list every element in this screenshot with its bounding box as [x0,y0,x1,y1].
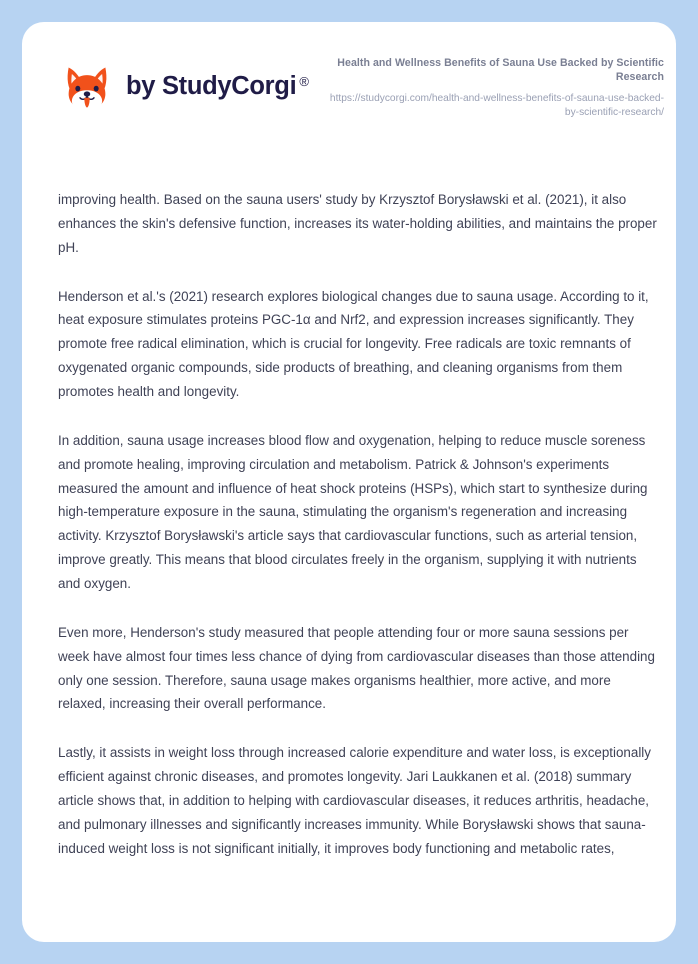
page-title: Health and Wellness Benefits of Sauna Use Backed by Scientific Research [337,56,664,84]
body-paragraph: In addition, sauna usage increases blood flow and oxygenation, helping to reduce muscle soreness and promote healing, improving circulation and metabolism. Patrick & Johnson's experiments measured the amount and influence of heat shock proteins (HSPs), which start to synthesize during high-temperature exposure in the sauna, stimulating the organism's regeneration and increasing activity. Krzysztof Borysławski's article says that cardiovascular functions, such as arterial tension, improve greatly. This means that blood circulates freely in the organism, supplying it with nutrients and oxygen. [58,432,648,592]
body-paragraph: improving health. Based on the sauna users' study by Krzysztof Borysławski et al. (2021), it also enhances the skin's defensive function, increases its water-holding abilities, and maintains the proper pH. [58,192,657,255]
body-paragraph: Even more, Henderson's study measured that people attending four or more sauna sessions per week have almost four times less chance of dying from cardiovascular diseases than those attending only one session. Therefore, sauna usage makes organisms healthier, more active, and more relaxed, increasing their overall performance. [58,624,655,712]
document-body [58,188,658,861]
body-paragraph: Lastly, it assists in weight loss through increased calorie expenditure and water loss, is exceptionally efficient against chronic diseases, and promotes longevity. Jari Laukkanen et al. (2018) summary article shows that, in addition to helping with cardiovascular diseases, it reduces arthritis, headache, and pulmonary illnesses and significantly increases immunity. While Borysławski shows that sauna-induced weight loss is not significant initially, it improves body functioning and metabolic rates, [58,745,651,856]
brand-wordmark [126,74,309,100]
body-paragraph: Henderson et al.'s (2021) research explores biological changes due to sauna usage. According to it, heat exposure stimulates proteins PGC-1α and Nrf2, and expression increases significantly. They promote free radical elimination, which is crucial for longevity. Free radicals are toxic remnants of oxygenated organic compounds, side products of breathing, and cleaning organisms from them promotes health and longevity. [58,288,649,400]
document-meta [324,54,664,121]
document-header [22,22,676,152]
registered-trademark-icon: ® [299,74,309,90]
brand-lockup[interactable] [60,60,309,114]
document-page-card [22,22,676,942]
corgi-mascot-icon [60,60,114,114]
source-url[interactable]: https://studycorgi.com/health-and-wellness-benefits-of-sauna-use-backed-by-scientific-research/ [329,92,664,119]
brand-name-text: by StudyCorgi [126,72,297,101]
